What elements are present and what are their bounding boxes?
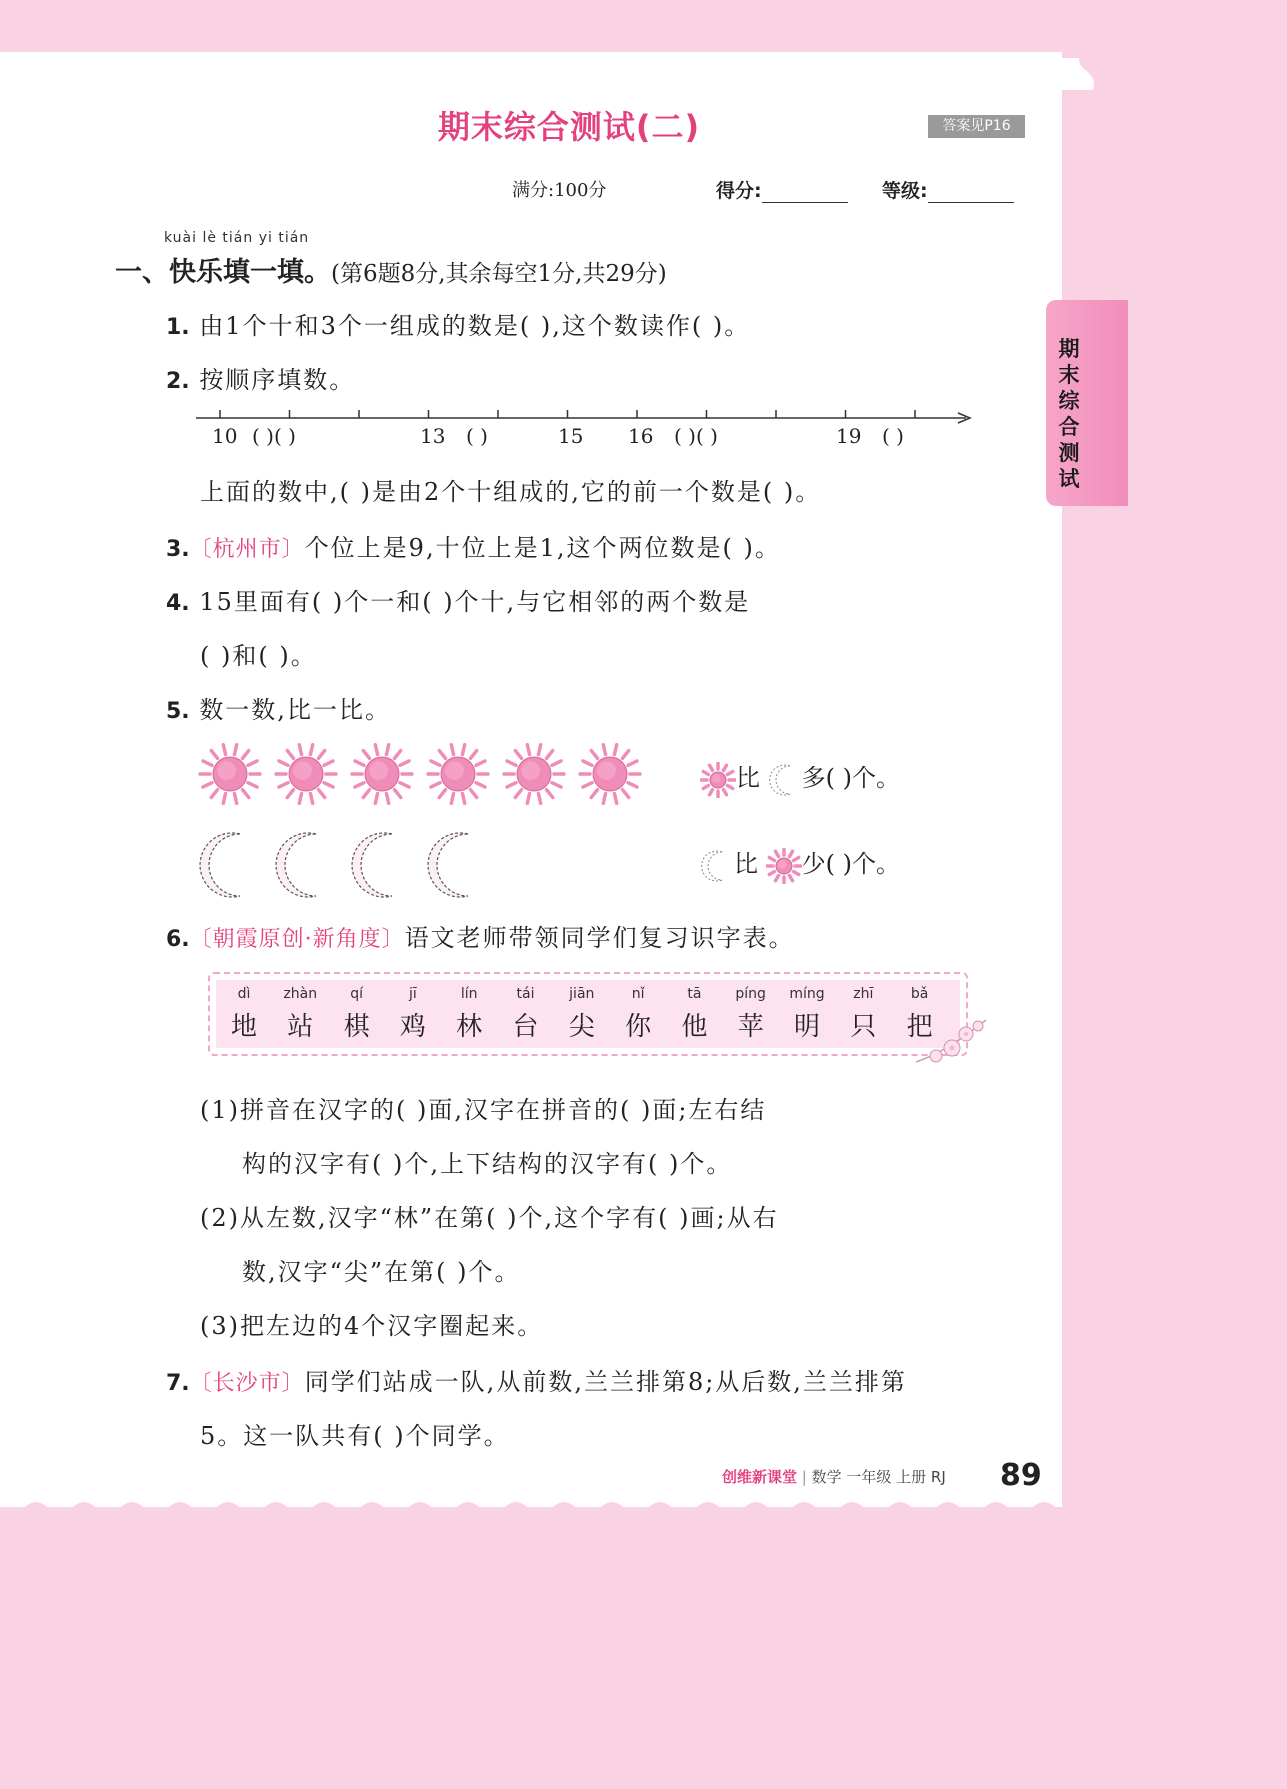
flower-decoration-icon bbox=[906, 1012, 992, 1070]
numberline-blank[interactable]: ( )( ) bbox=[674, 424, 718, 448]
answer-reference-badge: 答案见P16 bbox=[928, 115, 1025, 138]
pinyin-label: zhàn bbox=[283, 986, 318, 1002]
question-3: 3.〔杭州市〕个位上是9,十位上是1,这个两位数是( )。 bbox=[166, 534, 781, 562]
numberline-blank[interactable]: ( )( ) bbox=[252, 424, 296, 448]
hanzi-label: 你 bbox=[625, 1012, 652, 1042]
character-cell[interactable] bbox=[833, 986, 893, 1043]
sun-icon bbox=[428, 745, 488, 803]
hanzi-label: 台 bbox=[512, 1012, 539, 1042]
sun-icon bbox=[580, 745, 640, 803]
question-2-follow: 上面的数中,( )是由2个十组成的,它的前一个数是( )。 bbox=[200, 478, 822, 506]
numberline-blank[interactable]: ( ) bbox=[882, 424, 904, 448]
footer: 创维新课堂 | 数学 一年级 上册 RJ bbox=[722, 1468, 946, 1486]
character-cell[interactable] bbox=[270, 986, 330, 1043]
question-7: 7.〔长沙市〕同学们站成一队,从前数,兰兰排第8;从后数,兰兰排第 bbox=[166, 1368, 907, 1396]
side-tab-label: 期末综合测试 bbox=[1058, 337, 1080, 491]
numberline-label: 13 bbox=[420, 424, 446, 448]
numberline-blank[interactable]: ( ) bbox=[466, 424, 488, 448]
full-score: 满分:100分 bbox=[512, 180, 607, 201]
pinyin-label: jiān bbox=[569, 986, 595, 1002]
character-cell[interactable] bbox=[496, 986, 556, 1043]
hanzi-label: 棋 bbox=[343, 1012, 370, 1042]
question-7-line2: 5。这一队共有( )个同学。 bbox=[200, 1422, 510, 1450]
hanzi-label: 林 bbox=[456, 1012, 483, 1042]
pinyin-label: lín bbox=[460, 986, 478, 1002]
hanzi-label: 尖 bbox=[568, 1012, 595, 1042]
question-4: 4. 15里面有( )个一和( )个十,与它相邻的两个数是 bbox=[166, 588, 751, 616]
moon-icon bbox=[768, 763, 802, 797]
question-1: 1. 由1个十和3个一组成的数是( ),这个数读作( )。 bbox=[166, 312, 751, 340]
pinyin-label: zhī bbox=[853, 986, 874, 1002]
moon-icon bbox=[276, 833, 316, 897]
hanzi-label: 苹 bbox=[737, 1012, 764, 1042]
sun-icon bbox=[700, 762, 736, 798]
character-cell[interactable] bbox=[439, 986, 499, 1043]
question-4-line2: ( )和( )。 bbox=[200, 642, 317, 670]
pinyin-label: míng bbox=[789, 986, 825, 1002]
character-cell[interactable] bbox=[608, 986, 668, 1043]
hanzi-label: 地 bbox=[230, 1012, 257, 1042]
moon-icon bbox=[700, 849, 734, 883]
moon-group bbox=[196, 828, 496, 900]
character-cell[interactable] bbox=[721, 986, 781, 1043]
sun-icon bbox=[276, 745, 336, 803]
question-6: 6.〔朝霞原创·新角度〕语文老师带领同学们复习识字表。 bbox=[166, 924, 795, 952]
pinyin-label: dì bbox=[237, 986, 251, 1002]
section-pinyin: kuài lè tián yi tián bbox=[164, 230, 310, 246]
character-cell[interactable] bbox=[777, 986, 837, 1043]
numberline-label: 10 bbox=[212, 424, 238, 448]
pinyin-label: píng bbox=[735, 986, 766, 1002]
hanzi-label: 鸡 bbox=[399, 1012, 426, 1042]
character-cell[interactable] bbox=[552, 986, 612, 1043]
numberline-label: 15 bbox=[558, 424, 584, 448]
sun-icon bbox=[352, 745, 412, 803]
section-heading: 一、快乐填一填。(第6题8分,其余每空1分,共29分) bbox=[115, 257, 667, 288]
moon-icon bbox=[352, 833, 392, 897]
compare-sun-moon: 比 多( )个。 bbox=[700, 758, 900, 798]
question-6-part3: (3)把左边的4个汉字圈起来。 bbox=[200, 1312, 544, 1340]
wavy-frame-right bbox=[1040, 0, 1128, 1568]
page-title: 期末综合测试(二) bbox=[437, 108, 701, 146]
pinyin-label: qí bbox=[350, 986, 363, 1002]
hanzi-label: 明 bbox=[793, 1012, 820, 1042]
wavy-frame-bottom bbox=[0, 1478, 1128, 1568]
hanzi-label: 他 bbox=[681, 1012, 708, 1042]
score-field[interactable]: 得分: bbox=[716, 176, 848, 203]
question-6-part1b: 构的汉字有( )个,上下结构的汉字有( )个。 bbox=[242, 1150, 733, 1178]
grade-field[interactable]: 等级: bbox=[882, 176, 1014, 203]
page-number: 89 bbox=[1000, 1458, 1042, 1493]
hanzi-label: 把 bbox=[906, 1012, 933, 1042]
question-6-part2a: (2)从左数,汉字“林”在第( )个,这个字有( )画;从右 bbox=[200, 1204, 779, 1232]
question-6-part1a: (1)拼音在汉字的( )面,汉字在拼音的( )面;左右结 bbox=[200, 1096, 767, 1124]
sun-icon bbox=[766, 848, 802, 884]
hanzi-label: 只 bbox=[850, 1012, 877, 1042]
pinyin-label: jī bbox=[409, 986, 417, 1002]
compare-moon-sun: 比 少( )个。 bbox=[700, 844, 900, 884]
character-cell[interactable] bbox=[383, 986, 443, 1043]
character-cell[interactable] bbox=[214, 986, 274, 1043]
question-2: 2. 按顺序填数。 bbox=[166, 366, 356, 394]
character-cell[interactable] bbox=[664, 986, 724, 1043]
sun-icon bbox=[504, 745, 564, 803]
pinyin-label: tái bbox=[516, 986, 535, 1002]
question-6-part2b: 数,汉字“尖”在第( )个。 bbox=[242, 1258, 521, 1286]
numberline-label: 19 bbox=[836, 424, 862, 448]
question-5: 5. 数一数,比一比。 bbox=[166, 696, 391, 724]
pinyin-label: bǎ bbox=[910, 986, 929, 1002]
sun-icon bbox=[200, 745, 260, 803]
pinyin-label: nǐ bbox=[631, 986, 645, 1002]
character-cell[interactable] bbox=[327, 986, 387, 1043]
hanzi-label: 站 bbox=[287, 1012, 314, 1042]
moon-icon bbox=[428, 833, 468, 897]
numberline-label: 16 bbox=[628, 424, 654, 448]
pinyin-label: tā bbox=[687, 986, 702, 1002]
moon-icon bbox=[200, 833, 240, 897]
sun-group bbox=[196, 738, 646, 810]
